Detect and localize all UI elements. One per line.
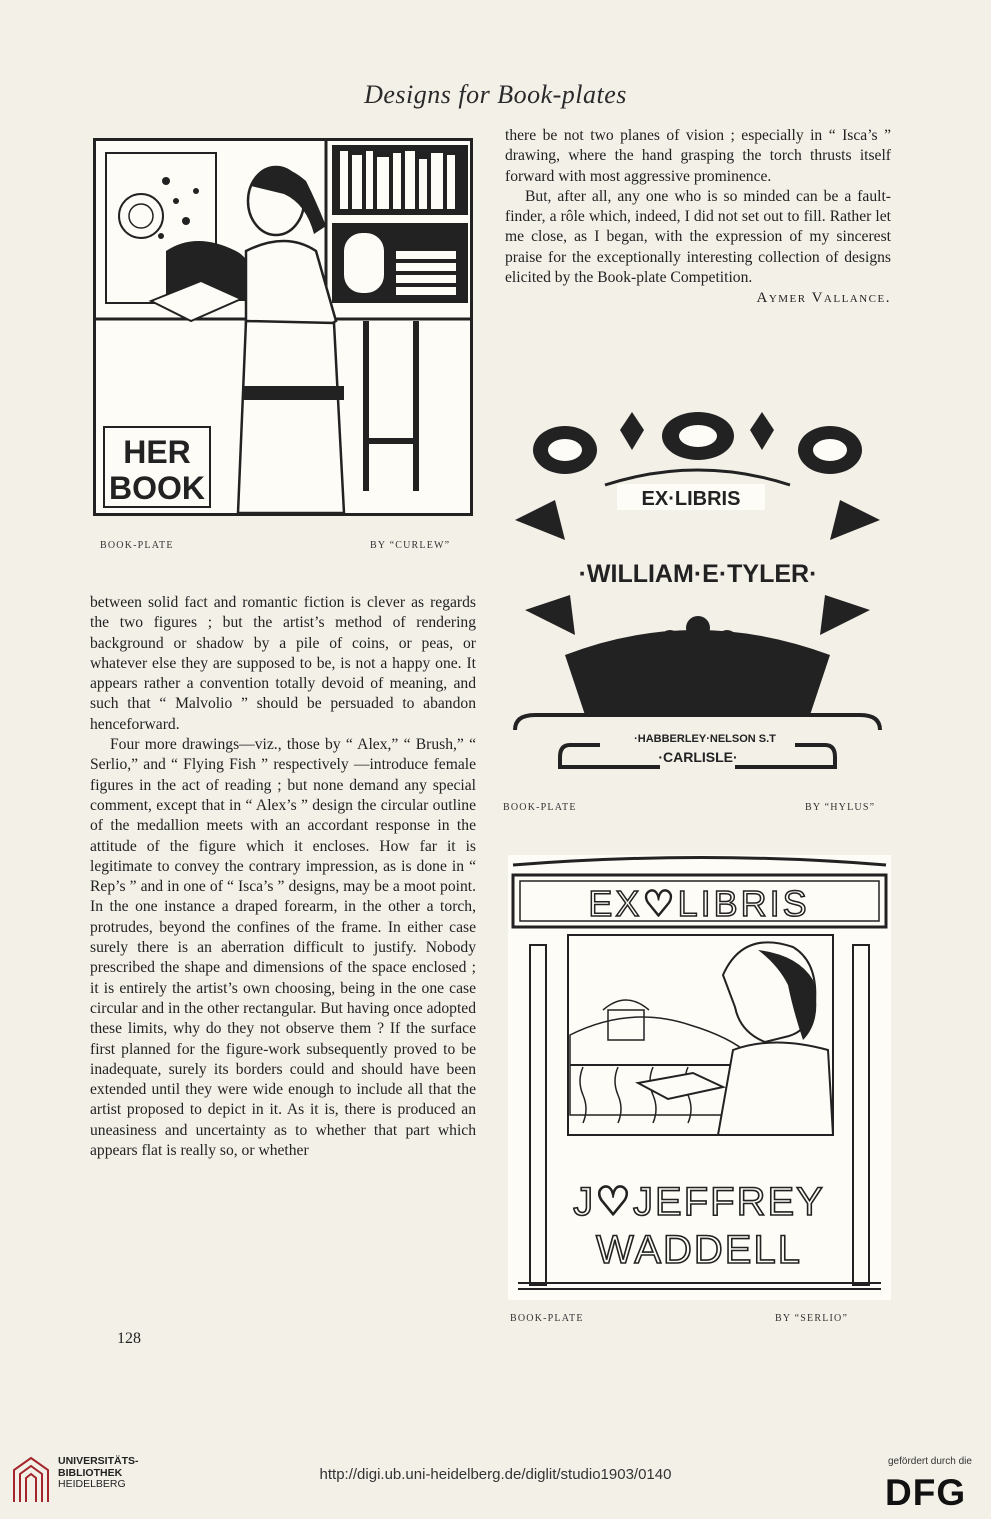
left-column: [90, 593, 476, 1161]
serlio-owner-line2: WADDELL: [596, 1228, 802, 1272]
dfg-logo: DFG: [885, 1472, 967, 1513]
left-paragraph-1: between solid fact and romantic fiction is clever as regards the two figures ; but the artist’s method of rendering background or shadow by a pile of coins, or peas, or whatever else they are supposed to be, is not a happy one. It appears rather a convention totally devoid of meaning, and such that “ Malvolio ” should be persuaded to abandon henceforward.: [90, 594, 476, 733]
page-number: 128: [117, 1330, 141, 1347]
right-paragraph-2: But, after all, any one who is so minded can be a fault-finder, a rôle which, indeed, I did not set out to fill. Rather let me close, as I began, with the expression of my sincerest praise for the exceptionally interesting collection of designs elicited by the Book-plate Competition.: [505, 187, 891, 287]
library-name-line2: BIBLIOTHEK: [58, 1466, 123, 1479]
page-title: Designs for Book-plates: [364, 80, 627, 109]
bookplate-serlio-illustration: [508, 855, 891, 1300]
library-name-line3: HEIDELBERG: [58, 1478, 126, 1490]
library-name-line1: UNIVERSITÄTS-: [58, 1455, 139, 1467]
hylus-owner-name: ·WILLIAM·E·TYLER·: [578, 560, 818, 588]
bookplate-hylus: [505, 410, 890, 780]
signature: Aymer Vallance.: [756, 290, 891, 307]
curlew-inscription-line2: BOOK: [109, 470, 205, 506]
caption-curlew-left: BOOK-PLATE: [100, 540, 174, 551]
left-paragraph-2: Four more drawings—viz., those by “ Alex,” “ Brush,” “ Serlio,” and “ Flying Fish ” respectively —introduce female figures in the act of reading ; but none demand any special comment, except that in “ Alex’s ” design the circular outline of the medallion meets with an accordant response in the attitude of the figure which it encloses. How far it is legitimate to convey the contrary impression, as is done in “ Rep’s ” and in one of “ Isca’s ” designs, may be a moot point. In the one instance a draped forearm, in the other a torch, protrudes, beyond the confines of the frame. In either case surely there is an aberration difficult to justify. Nobody prescribed the shape and dimensions of the space enclosed ; it is entirely the artist’s own choosing, being in the one case circular and in the other rectangular. But having once adopted these limits, why do they not observe them ? If the surface first planned for the figure-work subsequently proved to be inadequate, surely its borders could and should have been extended until they were wide enough to include all that the artist proposed to depict in it. As it is, there is produced an uneasiness and uncertainty as to whether that part which appears flat is really so, or whether: [90, 736, 476, 1160]
curlew-inscription-line1: HER: [123, 434, 191, 470]
caption-curlew-right: BY “CURLEW”: [370, 540, 451, 551]
funding-note: gefördert durch die: [888, 1456, 972, 1467]
bookplate-hylus-illustration: [505, 410, 890, 780]
right-paragraph-1: there be not two planes of vision ; especially in “ Isca’s ” drawing, where the hand grasping the torch thrusts itself forward with most aggressive prominence.: [505, 127, 891, 185]
bookplate-serlio: [508, 855, 891, 1300]
serlio-owner-line1: J♡JEFFREY: [573, 1180, 825, 1224]
caption-hylus-left: BOOK-PLATE: [503, 802, 577, 813]
hylus-printer: ·HABBERLEY·NELSON S.T: [634, 733, 776, 745]
bookplate-curlew-illustration: [96, 141, 470, 513]
hylus-ex-libris: EX·LIBRIS: [641, 488, 741, 510]
bookplate-curlew: [93, 138, 473, 516]
source-url[interactable]: http://digi.ub.uni-heidelberg.de/diglit/studio1903/0140: [319, 1466, 672, 1483]
hylus-city: ·CARLISLE·: [658, 749, 738, 765]
caption-serlio-right: BY “SERLIO”: [775, 1313, 849, 1324]
right-column: [505, 126, 891, 309]
caption-serlio-left: BOOK-PLATE: [510, 1313, 584, 1324]
serlio-ex-libris: EX♡LIBRIS: [588, 883, 810, 924]
caption-hylus-right: BY “HYLUS”: [805, 802, 876, 813]
